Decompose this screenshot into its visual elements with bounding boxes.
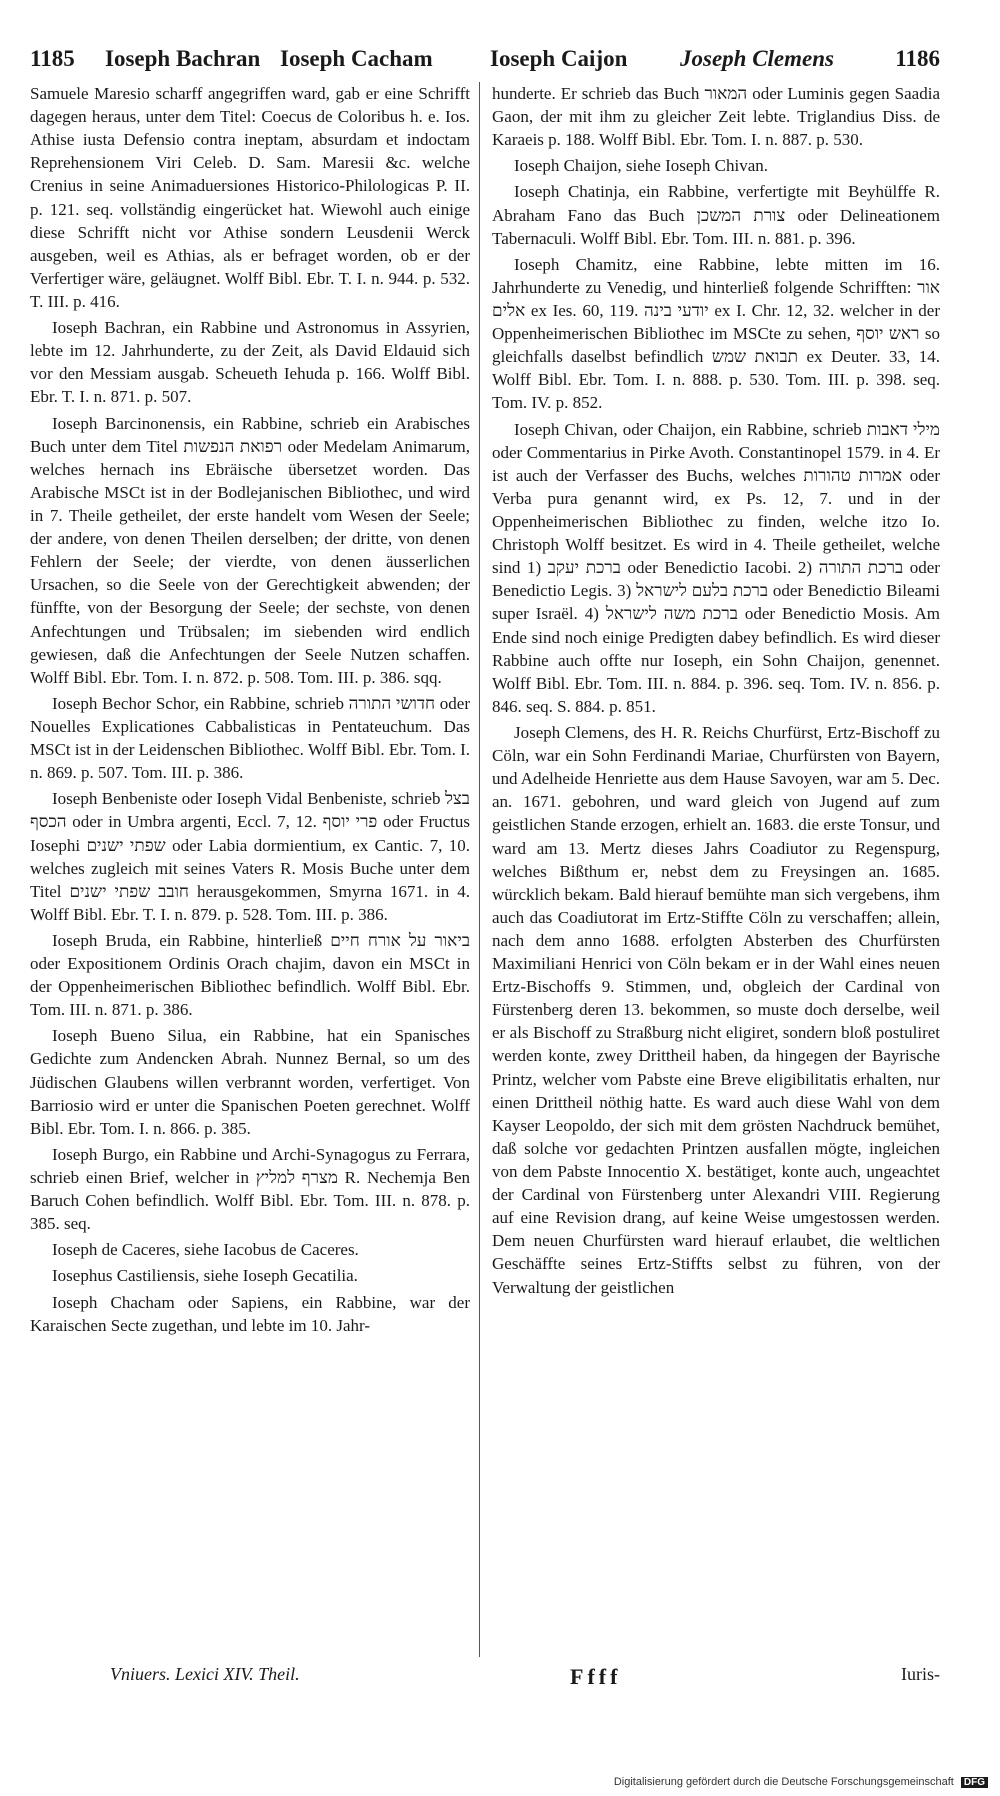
right-column [492,82,940,1648]
entry-paragraph: Ioseph Burgo, ein Rabbine und Archi-Synagogus zu Ferrara, schrieb einen Brief, welcher in מצרף למליץ R. Nechemja Ben Baruch Cohen befindlich. Wolff Bibl. Ebr. Tom. III. n. 878. p. 385. seq. [30,1144,470,1234]
entry-paragraph: hunderte. Er schrieb das Buch המאור oder Luminis gegen Saadia Gaon, der mit ihm zu gleicher Zeit lebte. Triglandius Diss. de Karaeis p. 188. Wolff Bibl. Ebr. Tom. I. n. 887. p. 530. [492,84,940,150]
entry-paragraph: Ioseph Chivan, oder Chaijon, ein Rabbine, schrieb מילי דאבות oder Commentarius in Pirke Avoth. Constantinopel 1579. in 4. Er ist auch der Verfasser des Buchs, welches אמרות טהורות oder Verba pura genannt wird, ex Ps. 12, 7. und in der Oppenheimerischen Bibliothec zu finden, welche itzo Io. Christoph Wolff besitzet. Es wird in 4. Theile getheilet, welche sind 1) ברכת יעקב oder Benedictio Iacobi. 2) ברכת התורה oder Benedictio Legis. 3) ברכת בלעם לישראל oder Benedictio Bileami super Israël. 4) ברכת משה לישראל oder Benedictio Mosis. Am Ende sind noch einige Predigten dabey befindlich. Es wird dieser Rabbine auch offte nur Ioseph, ein Sohn Chaijon, genennet. Wolff Bibl. Ebr. Tom. III. n. 884. p. 396. seq. Tom. IV. n. 856. p. 846. seq. S. 884. p. 851. [492,419,940,716]
sheet-mark: Ffff [570,1664,622,1689]
signature-line: Vniuers. Lexici XIV. Theil. [110,1664,300,1684]
catchword: Iuris- [901,1664,940,1684]
entry-paragraph: Ioseph Bechor Schor, ein Rabbine, schrieb חדושי התורה oder Nouelles Explicationes Cabbalisticas in Pentateuchum. Das MSCt ist in der Leidenschen Bibliothec. Wolff Bibl. Ebr. Tom. I. n. 869. p. 507. Tom. III. p. 386. [30,693,470,783]
entry-paragraph: Ioseph Chatinja, ein Rabbine, verfertigte mit Beyhülffe R. Abraham Fano das Buch צורת המשכן oder Delineationem Tabernaculi. Wolff Bibl. Ebr. Tom. III. n. 881. p. 396. [492,182,940,248]
running-head-left-2: Ioseph Cacham [280,46,433,71]
entry-paragraph: Ioseph de Caceres, siehe Iacobus de Caceres. [52,1240,359,1260]
running-head-right-2: Joseph Clemens [680,46,834,71]
entry-paragraph: Ioseph Chamitz, eine Rabbine, lebte mitten im 16. Jahrhunderte zu Venedig, und hinterließ folgende Schrifften: אור אלים ex Ies. 60, 119. יודעי בינה ex I. Chr. 12, 32. welcher in der Oppenheimerischen Bibliothec im MSCte zu sehen, ראש יוסף so gleichfalls daselbst befindlich תבואת שמש ex Deuter. 33, 14. Wolff Bibl. Ebr. Tom. I. n. 888. p. 530. Tom. III. p. 398. seq. Tom. IV. p. 852. [492,254,940,413]
digitization-credit [614,1776,988,1788]
entry-paragraph: Ioseph Bruda, ein Rabbine, hinterließ ביאור על אורח חיים oder Expositionem Ordinis Orach chajim, davon ein MSCt in der Oppenheimerischen Bibliothec befindlich. Wolff Bibl. Ebr. Tom. III. n. 871. p. 386. [30,930,470,1020]
dfg-logo: DFG [961,1777,988,1788]
page-header [30,40,940,78]
entry-paragraph: Ioseph Bachran, ein Rabbine und Astronomus in Assyrien, lebte im 12. Jahrhunderte, zu der Zeit, als David Eldauid sich vor den Messiam ausgab. Scheueth Iehuda p. 166. Wolff Bibl. Ebr. T. I. n. 871. p. 507. [30,318,470,407]
left-column [30,82,470,1648]
entry-paragraph: Joseph Clemens, des H. R. Reichs Churfürst, Ertz-Bischoff zu Cöln, war ein Sohn Ferdinandi Mariae, Churfürsten von Bayern, und Adelheide Henriette aus dem Hause Savoyen, war am 5. Dec. an. 1671. gebohren, und ward gleich von Jugend auf zum geistlichen Stande erzogen, erhielt an. 1683. die erste Tonsur, und ward am 13. Mertz dieses Jahrs Coadiutor zu Regenspurg, welches Bißthum er, nebst dem zu Freysingen an. 1685. würcklich bekam. Bald hierauf bemühte man sich vergebens, ihm auch das Coadiutorat im Ertz-Stiffte Cöln zu verschaffen; allein, nach dem anno 1688. erfolgten Absterben des Churfürsten Maximiliani Henrici von Cöln bekam er in der Wahl eines neuen Ertz-Bischoffs 9. Stimmen, und, obgleich der Cardinal von Fürstenberg deren 13. bekommen, so muste doch derselbe, weil er als Bischoff zu Straßburg nicht eligiret, sondern bloß postuliret werden konte, zwey Drittheil haben, da hingegen der Bayrische Printz, welcher vom Pabste eine Breve eligibilitatis erhalten, nur einen Drittheil nöthig hatte. Es ward auch diese Wahl von dem Kayser Leopoldo, der sich mit dem grösten Nachdruck bemühet, daß solche vor gedachten Printzen ausfallen mögte, ingleichen von dem Pabste Innocentio X. bestätiget, konte auch, ungeachtet der Cardinal von Fürstenberg unter Alexandri VIII. Regierung auf eine Revision drang, auf keine Weise umgestossen werden. Dem neuen Churfürsten ward hierauf erlaubet, die weltlichen Geschäffte seines Ertz-Stiffts selbst zu führen, von der Verwaltung der geistlichen [492,722,940,1297]
entry-paragraph: Ioseph Benbeniste oder Ioseph Vidal Benbeniste, schrieb בצל הכסף oder in Umbra argenti, Eccl. 7, 12. פרי יוסף oder Fructus Iosephi שפתי ישנים oder Labia dormientium, ex Cantic. 7, 10. welches zugleich mit seines Vaters R. Mosis Buche unter dem Titel חובב שפתי ישנים herausgekommen, Smyrna 1671. in 4. Wolff Bibl. Ebr. T. I. n. 879. p. 528. Tom. III. p. 386. [30,789,470,924]
entry-paragraph: Ioseph Chacham oder Sapiens, ein Rabbine, war der Karaischen Secte zugethan, und lebte im 10. Jahr- [30,1292,470,1335]
entry-paragraph: Ioseph Barcinonensis, ein Rabbine, schrieb ein Arabisches Buch unter dem Titel רפואת הנפשות oder Medelam Animarum, welches hernach ins Ebräische übersetzet worden. Das Arabische MSCt ist in der Bodlejanischen Bibliothec, und wird in 7. Theile getheilet, der erste handelt vom Wesen der Seele; der andere, von denen Theilen derselben; der dritte, von denen Fehlern der Seele; der vierdte, von denen äusserlichen Ursachen, so die Seele von der Gerechtigkeit abwenden; der fünffte, von der Besorgung der Seele; der sechste, von denen Anfechtungen und Trübsalen; im siebenden wird endlich gewiesen, daß die Anfechtungen der Seele Nutzen schaffen. Wolff Bibl. Ebr. Tom. I. n. 872. p. 508. Tom. III. p. 386. sqq. [30,413,470,687]
column-divider [479,82,480,1657]
entry-paragraph: Samuele Maresio scharff angegriffen ward, gab er eine Schrifft dagegen heraus, unter dem Titel: Coecus de Coloribus h. e. Ios. Athise iusta Defensio contra ineptam, absurdam et indoctam Reprehensionem Viri Celeb. D. Sam. Maresii &c. welche Crenius in seine Animaduersiones Historico-Philologicas P. II. p. 121. seq. vollständig eingerücket hat. Wiewohl auch einige diese Schrifft nicht vor Athise sondern Leusdenii Werck ausgeben, weil es Athias, als er befraget worden, ob er der Verfertiger wäre, geläugnet. Wolff Bibl. Ebr. T. I. n. 944. p. 532. T. III. p. 416. [30,84,470,311]
entry-paragraph: Ioseph Bueno Silua, ein Rabbine, hat ein Spanisches Gedichte zum Andencken Abrah. Nunnez Bernal, so um des Jüdischen Glaubens willen verbrannt worden, verfertiget. Von Barriosio wird er unter die Spanischen Poeten gerechnet. Wolff Bibl. Ebr. Tom. I. n. 866. p. 385. [30,1026,470,1138]
entry-paragraph: Iosephus Castiliensis, siehe Ioseph Gecatilia. [52,1266,358,1286]
credit-text: Digitalisierung gefördert durch die Deutsche Forschungsgemeinschaft [613,1776,954,1788]
running-head-right-1: Ioseph Caijon [490,46,628,71]
page-number-left: 1185 [30,46,75,71]
page-footer [30,1660,940,1694]
entry-paragraph: Ioseph Chaijon, siehe Ioseph Chivan. [514,156,769,176]
page-number-right: 1186 [895,46,940,71]
running-head-left-1: Ioseph Bachran [105,46,261,71]
